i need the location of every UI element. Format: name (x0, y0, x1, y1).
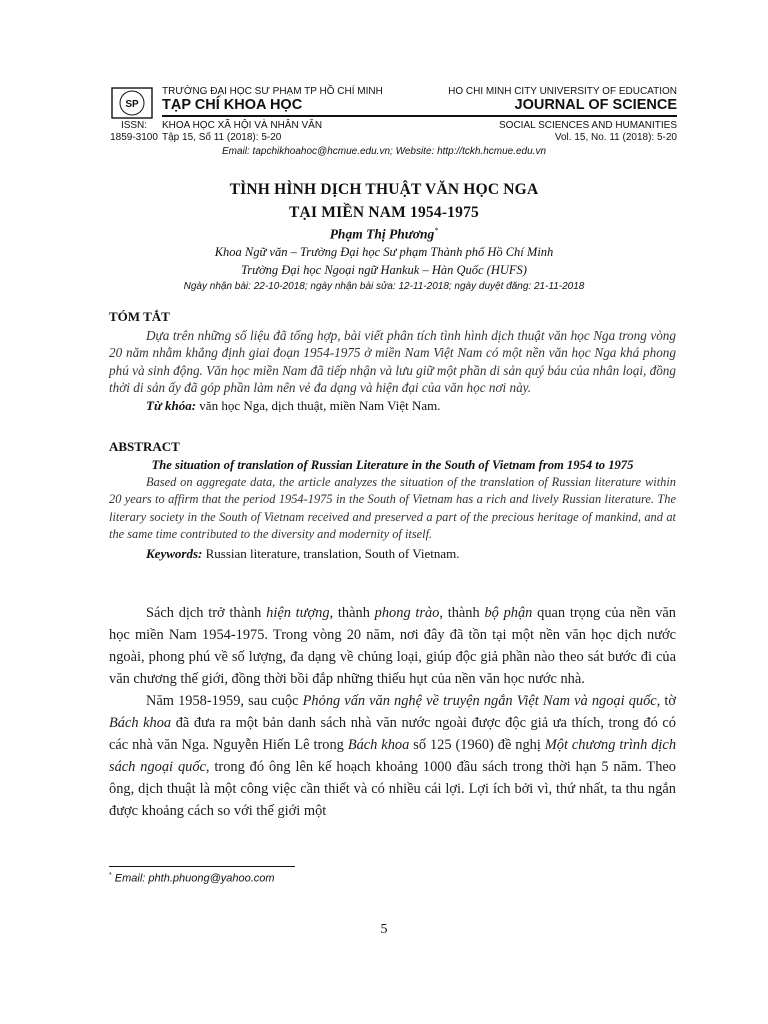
en-abstract-text: Based on aggregate data, the article analyzes the situation of the translation of Russian literature within 20 years to affirm that the period 1954-1975 in the South of Vietnam has a rich and lively Russian literature. The literary society in the South of Vietnam received and preserved a part of the precious heritage of mankind, and at the same time contributed to the diversity and modernity of itself. (109, 475, 676, 542)
article-title-line1: TÌNH HÌNH DỊCH THUẬT VĂN HỌC NGA (229, 181, 539, 198)
header-right-university: HO CHI MINH CITY UNIVERSITY OF EDUCATION (448, 86, 677, 97)
body-text-run: quan trọng của nền văn học miền Nam 1954-1975. Trong vòng 20 năm, nơi đây đã tồn tại một nền văn học dịch nước ngoài, phong phú về số lượng, đa dạng về chủng loại, giúp độc giả phần nào theo sát bước đi của văn chương thế giới, đồng thời bồi đắp những thiếu hụt của nền văn học nước nhà. (109, 605, 676, 687)
article-author (0, 226, 768, 243)
author-name: Phạm Thị Phương (329, 226, 435, 242)
body-emphasis: Bách khoa (109, 715, 172, 731)
author-footnote-mark: * (434, 226, 439, 235)
header-right-journal: JOURNAL OF SCIENCE (514, 97, 677, 113)
en-keywords (109, 545, 676, 562)
header-right-volume: Vol. 15, No. 11 (2018): 5-20 (554, 132, 677, 143)
body-text (109, 602, 676, 822)
body-text-run: , thành (329, 605, 375, 621)
header-left-section: KHOA HỌC XÃ HỘI VÀ NHÂN VĂN (162, 120, 323, 131)
en-abstract-heading: ABSTRACT (109, 439, 180, 454)
footnote-rule (109, 866, 295, 867)
body-text-run: số 125 (1960) đề nghị (409, 737, 545, 753)
en-abstract (109, 439, 676, 562)
body-emphasis: Một chương trình dịch sách ngoại quốc (109, 737, 677, 775)
body-paragraph-1 (109, 602, 676, 690)
body-text-run: , trong đó ông lên kế hoạch khoảng 1000 đầu sách trong thời hạn 5 năm. Theo ông, dịch thuật là một công việc cần thiết và có nhiều cái lợi. Lợi ích bởi vì, thứ nhất, ta thu ngắn được khoảng cách so với thế giới một (109, 759, 676, 819)
vi-abstract-text: Dựa trên những số liệu đã tổng hợp, bài viết phân tích tình hình dịch thuật văn học Nga trong vòng 20 năm nhằm khẳng định giai đoạn 1954-1975 ở miền Nam Việt Nam có một nền văn học Nga khá phong phú và sinh động. Văn học miền Nam đã tiếp nhận và lưu giữ một phần di sản quý báu của nhân loại, đồng thời di sản ấy đã góp phần làm nên vẻ đa dạng và hiện đại của văn học nơi này. (109, 328, 676, 396)
body-paragraph-2 (109, 690, 676, 822)
header-left-journal: TẠP CHÍ KHOA HỌC (162, 97, 303, 113)
issn-number: 1859-3100 (110, 132, 158, 143)
body-emphasis: bộ phận (484, 605, 533, 621)
body-emphasis: Phỏng vấn văn nghệ về truyện ngắn Việt Nam và ngoại quốc (302, 693, 657, 709)
en-abstract-title: The situation of translation of Russian Literature in the South of Vietnam from 1954 to 1975 (151, 458, 634, 472)
submission-dates: Ngày nhận bài: 22-10-2018; ngày nhận bài sửa: 12-11-2018; ngày duyệt đăng: 21-11-2018 (183, 281, 585, 292)
body-text-run: , thành (439, 605, 485, 621)
affiliation-1: Khoa Ngữ văn – Trường Đại học Sư phạm Thành phố Hồ Chí Minh (214, 245, 554, 259)
en-keywords-label: Keywords: (146, 545, 203, 561)
header-rule (162, 115, 677, 117)
body-emphasis: phong trào (374, 605, 440, 621)
university-logo-icon (110, 86, 154, 120)
vi-abstract (109, 309, 676, 414)
page-number: 5 (380, 922, 388, 937)
article-title-line2: TẠI MIỀN NAM 1954-1975 (289, 204, 479, 221)
body-emphasis: Bách khoa (347, 737, 410, 753)
affiliation-2: Trường Đại học Ngoại ngữ Hankuk – Hàn Quốc (HUFS) (241, 263, 527, 277)
vi-abstract-heading: TÓM TẮT (109, 309, 170, 324)
vi-keywords-text: văn học Nga, dịch thuật, miền Nam Việt Nam. (199, 397, 441, 413)
body-emphasis: hiện tượng (266, 605, 330, 621)
vi-keywords-label: Từ khóa: (146, 397, 197, 413)
vi-keywords (109, 397, 676, 414)
body-text-run: , tờ (656, 693, 676, 709)
university-logo (110, 86, 154, 120)
logo-text: SP (125, 99, 139, 110)
footnote (109, 872, 275, 885)
header-left-volume: Tập 15, Số 11 (2018): 5-20 (162, 132, 282, 143)
footnote-mark: * (109, 872, 112, 879)
body-text-run: Năm 1958-1959, sau cuộc (146, 693, 303, 709)
issn-label: ISSN: (120, 120, 148, 131)
header-email-website: Email: tapchikhoahoc@hcmue.edu.vn; Website: http://tckh.hcmue.edu.vn (221, 146, 547, 157)
header-right-section: SOCIAL SCIENCES AND HUMANITIES (499, 120, 677, 131)
en-keywords-text: Russian literature, translation, South of Vietnam. (205, 545, 460, 561)
body-text-run: đã đưa ra một bản danh sách nhà văn nước ngoài được độc giả ưa thích, trong đó có các nhà văn Nga. Nguyễn Hiến Lê trong (109, 715, 676, 753)
issn-block (108, 120, 160, 144)
body-text-run: Sách dịch trở thành (146, 605, 267, 621)
header-left-university: TRƯỜNG ĐẠI HỌC SƯ PHẠM TP HỒ CHÍ MINH (162, 86, 383, 97)
footnote-text: Email: phth.phuong@yahoo.com (114, 872, 275, 885)
